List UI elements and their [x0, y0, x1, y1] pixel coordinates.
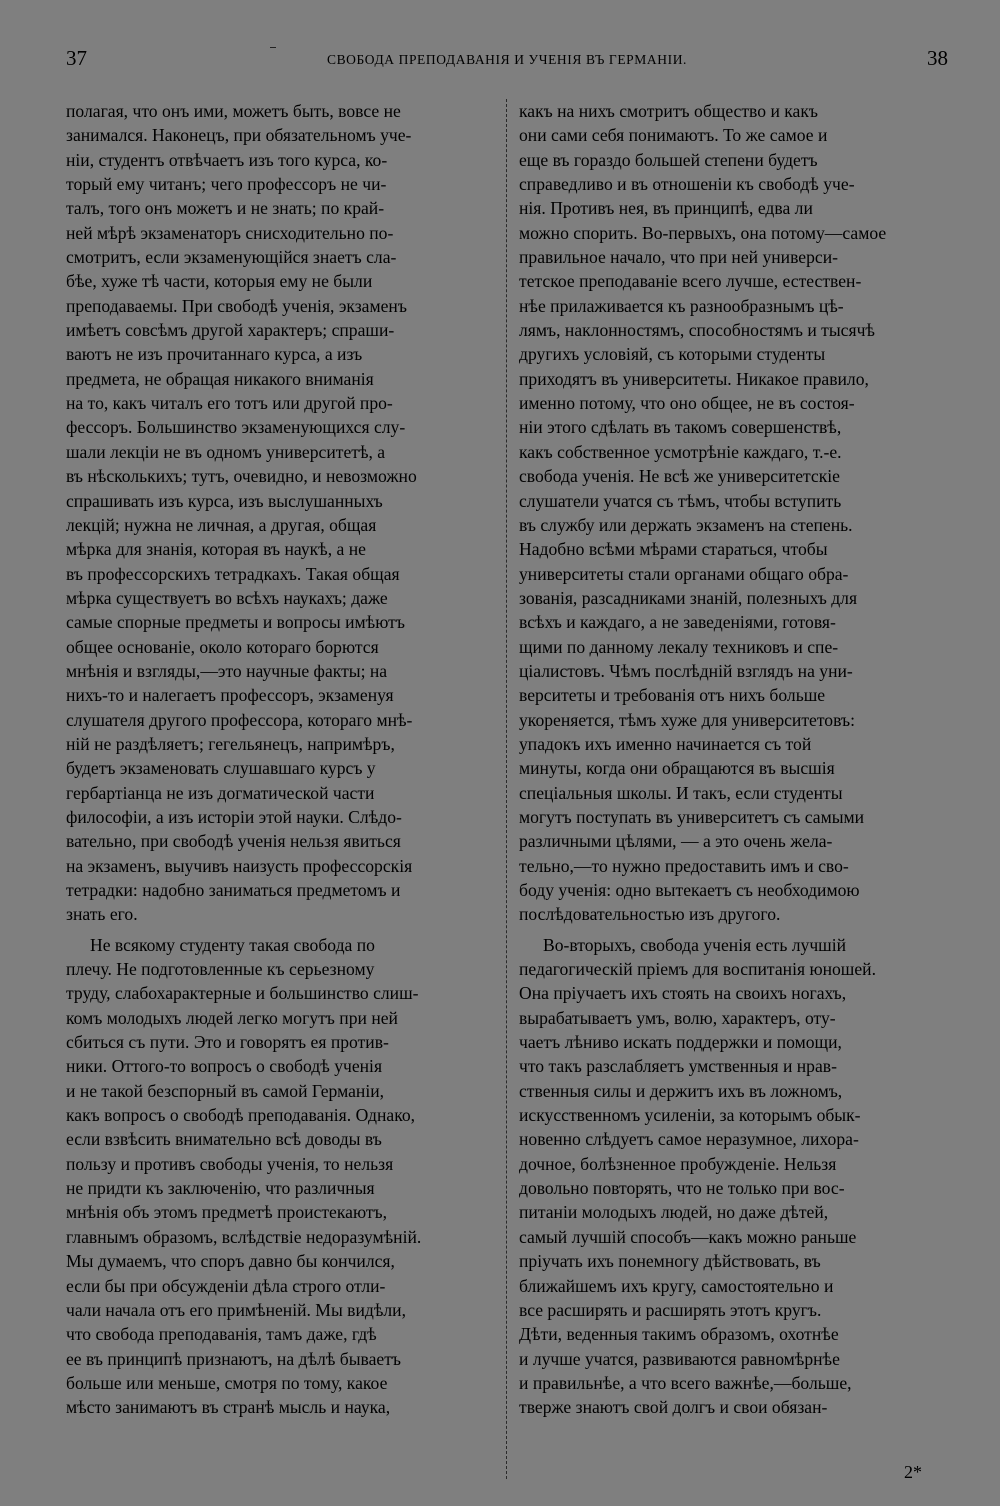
text-line: еще въ гораздо большей степени будетъ [519, 149, 818, 170]
text-line: упадокъ ихъ именно начинается съ той [519, 733, 812, 754]
text-line: слушатели учатся съ тѣмъ, чтобы вступить [519, 490, 842, 511]
text-line: ніи этого сдѣлать въ такомъ совершенствѣ, [519, 417, 842, 438]
text-line: лекцій; нужна не личная, а другая, общая [66, 514, 377, 535]
text-line: и не такой безспорный въ самой Германіи, [66, 1080, 385, 1101]
text-line: спрашивать изъ курса, изъ выслушанныхъ [66, 490, 383, 511]
text-line: минуты, когда они обращаются въ высшія [519, 758, 835, 779]
text-line: различными цѣлями, — а это очень жела- [519, 831, 833, 852]
text-line: ближайшемъ ихъ кругу, самостоятельно и [519, 1275, 834, 1296]
text-line: Во-вторыхъ, свобода ученія есть лучшій [543, 934, 847, 955]
left-column [66, 99, 495, 1420]
text-line: и лучше учатся, развиваются равномѣрнѣе [519, 1348, 840, 1369]
text-line: не придти къ заключенію, что различныя [66, 1178, 375, 1199]
text-line: новенно слѣдуетъ самое неразумное, лихора- [519, 1129, 859, 1150]
print-mark [270, 47, 276, 48]
text-line: фессоръ. Большинство экзаменующихся слу- [66, 417, 406, 438]
text-line: довольно повторять, что не только при вос- [519, 1178, 845, 1199]
text-line: правильное начало, что при ней универси- [519, 247, 838, 268]
text-line: верситеты и требованія отъ нихъ больше [519, 685, 826, 706]
text-line: ній не раздѣляетъ; гегельянецъ, напримѣръ, [66, 733, 395, 754]
text-line: вательно, при свободѣ ученія нельзя явиться [66, 831, 401, 852]
text-line: занимался. Наконецъ, при обязательномъ уче- [66, 125, 412, 146]
text-line: Она пріучаетъ ихъ стоять на своихъ ногахъ, [519, 983, 847, 1004]
text-line: мѣрка для знанія, которая въ наукѣ, а не [66, 539, 366, 560]
text-line: и правильнѣе, а что всего важнѣе,—больше, [519, 1372, 852, 1393]
text-line: вырабатываетъ умъ, волю, характеръ, оту- [519, 1007, 836, 1028]
page-number-left: 37 [66, 46, 87, 70]
text-line: самые спорные предметы и вопросы имѣютъ [66, 612, 405, 633]
text-line: мнѣнія объ этомъ предметѣ проистекаютъ, [66, 1202, 388, 1223]
text-line: шали лекціи не въ одномъ университетѣ, а [66, 441, 386, 462]
text-line: мѣсто занимаютъ въ странѣ мысль и наука, [66, 1397, 391, 1418]
text-line: какъ собственное усмотрѣніе каждаго, т.-е. [519, 441, 842, 462]
text-line: можно спорить. Во-первыхъ, она потому—самое [519, 222, 887, 243]
text-line: тельно,—то нужно предоставить имъ и сво- [519, 855, 849, 876]
text-line: ніи, студентъ отвѣчаетъ изъ того курса, ко- [66, 149, 388, 170]
text-line: другихъ условіяй, съ которыми студенты [519, 344, 826, 365]
text-line: ее въ принципѣ признаютъ, на дѣлѣ бываетъ [66, 1348, 402, 1369]
running-title: СВОБОДА ПРЕПОДАВАНІЯ И УЧЕНІЯ ВЪ ГЕРМАНІИ. [326, 52, 688, 67]
text-line: ней мѣрѣ экзаменаторъ снисходительно по- [66, 222, 394, 243]
text-line: тверже знаютъ свой долгъ и свои обязан- [519, 1397, 828, 1418]
text-line: главнымъ образомъ, вслѣдствіе недоразумѣній. [66, 1226, 422, 1247]
text-line: смотритъ, если экзаменующійся знаетъ сла- [66, 247, 397, 268]
text-line: на то, какъ читалъ его тотъ или другой про- [66, 393, 393, 414]
text-line: боду ученія: одно вытекаетъ съ необходимою [519, 880, 860, 900]
text-line: университеты стали органами общаго обра- [519, 563, 849, 584]
text-line: все расширять и расширять этотъ кругъ. [519, 1299, 822, 1320]
text-line: если взвѣсить внимательно всѣ доводы въ [66, 1129, 382, 1150]
text-line: могутъ поступать въ университетъ съ самыми [519, 806, 865, 827]
text-line: зованія, разсадниками знаній, полезныхъ для [519, 587, 858, 608]
text-line: какъ на нихъ смотритъ общество и какъ [519, 101, 818, 121]
page-number-right: 38 [927, 46, 948, 70]
text-line: комъ молодыхъ людей легко могутъ при ней [66, 1007, 398, 1028]
text-line: педагогическій пріемъ для воспитанія юношей. [519, 959, 876, 980]
text-line: что такъ разслабляетъ умственныя и нрав- [519, 1056, 837, 1077]
column-divider [506, 99, 507, 1479]
running-header [66, 46, 948, 76]
text-line: лямъ, наклонностямъ, способностямъ и тысячѣ [519, 320, 875, 341]
text-line: нѣе прилаживается къ разнообразнымъ цѣ- [519, 295, 844, 316]
text-line: философіи, а изъ исторіи этой науки. Слѣдо- [66, 806, 402, 827]
text-line: нія. Противъ нея, въ принципѣ, едва ли [519, 198, 813, 219]
text-line: труду, слабохарактерные и большинство слиш- [66, 983, 419, 1004]
text-line: больше или меньше, смотря по тому, какое [66, 1372, 388, 1393]
text-line: свобода ученія. Не всѣ же университетскіе [519, 466, 840, 487]
text-line: послѣдовательностью изъ другого. [519, 904, 781, 925]
text-line: пріучать ихъ понемногу дѣйствовать, въ [519, 1251, 821, 1272]
text-line: пользу и противъ свободы ученія, то нельзя [66, 1153, 394, 1174]
text-line: всѣхъ и каждаго, а не заведеніями, готовя- [519, 612, 836, 633]
text-line: гербартіанца не изъ догматической части [66, 782, 375, 803]
text-line: сбиться съ пути. Это и говорятъ ея против- [66, 1032, 389, 1053]
text-line: въ службу или держать экзаменъ на степень. [519, 514, 853, 535]
text-line: предмета, не обращая никакого вниманія [66, 368, 374, 389]
text-line: въ профессорскихъ тетрадкахъ. Такая общая [66, 563, 400, 584]
right-column [519, 99, 948, 1420]
text-line: искусственномъ усиленіи, за которымъ обык- [519, 1105, 861, 1126]
text-line: укореняется, тѣмъ хуже для университетовъ: [519, 709, 855, 730]
text-line: общее основаніе, около котораго борются [66, 636, 379, 657]
text-line: приходятъ въ университеты. Никакое правило, [519, 368, 869, 389]
text-line: тетское преподаваніе всего лучше, естествен- [519, 271, 862, 292]
text-line: спеціальныя школы. И такъ, если студенты [519, 782, 843, 803]
text-line: ціалистовъ. Чѣмъ послѣдній взглядъ на уни- [519, 660, 853, 681]
text-line: въ нѣсколькихъ; тутъ, очевидно, и невозможно [66, 466, 417, 487]
text-line: знать его. [66, 904, 138, 925]
text-line: бѣе, хуже тѣ части, которыя ему не были [66, 271, 373, 292]
text-line: справедливо и въ отношеніи къ свободѣ уче- [519, 174, 855, 195]
signature-mark: 2* [904, 1462, 922, 1482]
text-line: они сами себя понимаютъ. То же самое и [519, 125, 828, 146]
text-line: чали начала отъ его примѣненій. Мы видѣли, [66, 1299, 406, 1320]
text-line: Не всякому студенту такая свобода по [90, 934, 375, 955]
text-line: именно потому, что оно общее, не въ состоя- [519, 393, 855, 414]
text-line: тетрадки: надобно заниматься предметомъ и [66, 880, 401, 900]
text-line: нихъ-то и налегаетъ профессоръ, экзаменуя [66, 685, 394, 706]
text-line: полагая, что онъ ими, можетъ быть, вовсе не [66, 101, 401, 121]
text-line: имѣетъ совсѣмъ другой характеръ; спраши- [66, 320, 395, 341]
text-line: Дѣти, веденныя такимъ образомъ, охотнѣе [519, 1324, 839, 1345]
text-line: преподаваемы. При свободѣ ученія, экзаменъ [66, 295, 407, 316]
text-line: ники. Оттого-то вопросъ о свободѣ ученія [66, 1056, 383, 1077]
text-line: питаніи молодыхъ людей, но даже дѣтей, [519, 1202, 829, 1223]
text-line: чаетъ лѣниво искать поддержки и помощи, [519, 1032, 842, 1053]
text-line: мѣрка существуетъ во всѣхъ наукахъ; даже [66, 587, 388, 608]
text-line: что свобода преподаванія, тамъ даже, гдѣ [66, 1324, 377, 1345]
text-line: на экзаменъ, выучивъ наизусть профессорскія [66, 855, 413, 876]
text-line: плечу. Не подготовленные къ серьезному [66, 959, 375, 980]
text-line: слушателя другого профессора, котораго мнѣ- [66, 709, 413, 730]
text-line: мнѣнія и взгляды,—это научные факты; на [66, 660, 388, 681]
text-line: ственныя силы и держитъ ихъ въ ложномъ, [519, 1080, 843, 1101]
text-line: ваютъ не изъ прочитаннаго курса, а изъ [66, 344, 363, 365]
text-line: если бы при обсужденіи дѣла строго отли- [66, 1275, 386, 1296]
text-line: Надобно всѣми мѣрами стараться, чтобы [519, 539, 828, 560]
text-line: самый лучшій способъ—какъ можно раньше [519, 1226, 857, 1247]
text-line: дочное, болѣзненное пробужденіе. Нельзя [519, 1153, 837, 1174]
text-line: какъ вопросъ о свободѣ преподаванія. Однако, [66, 1105, 416, 1126]
text-line: щими по данному лекалу техниковъ и спе- [519, 636, 839, 657]
text-line: Мы думаемъ, что споръ давно бы кончился, [66, 1251, 395, 1272]
text-line: талъ, того онъ можетъ и не знать; по край- [66, 198, 385, 219]
text-line: торый ему читанъ; чего профессоръ не чи- [66, 174, 387, 195]
text-line: будетъ экзаменовать слушавшаго курсъ у [66, 758, 376, 779]
